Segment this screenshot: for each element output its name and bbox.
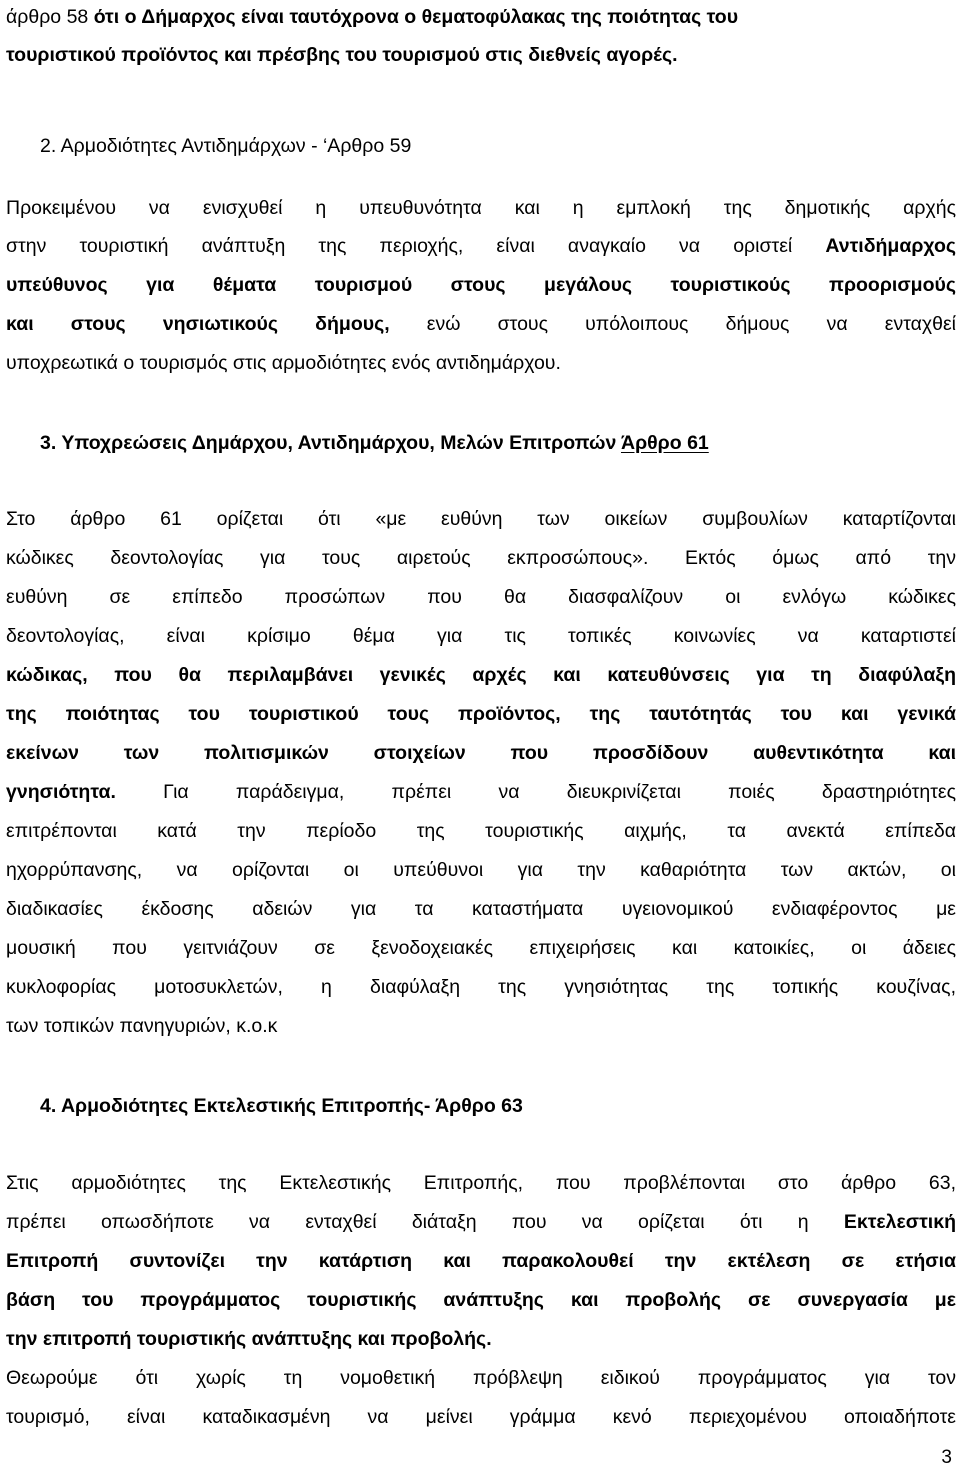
section-3-line-13: κυκλοφορίας μοτοσυκλετών, η διαφύλαξη της γνησιότητας της τοπικής κουζίνας, [6,976,956,998]
intro-line-2 [6,42,956,68]
section-3-heading: 3. Υποχρεώσεις Δημάρχου, Αντιδημάρχου, Μελών Επιτροπών Άρθρο 61 [40,432,709,454]
section-2-heading: 2. Αρμοδιότητες Αντιδημάρχων - ‘Αρθρο 59 [40,135,412,157]
intro-bold-1: ότι ο Δήμαρχος είναι ταυτόχρονα ο θεματοφύλακας της ποιότητας του [93,6,739,28]
section-2-line-5: υποχρεωτικά ο τουρισμός στις αρμοδιότητες ενός αντιδημάρχου. [6,352,561,374]
intro-prefix: άρθρο 58 [6,6,94,28]
section-2-line-3: υπεύθυνος για θέματα τουρισμού στους μεγάλους τουριστικούς προορισμούς [6,274,956,296]
section-3-line-5: κώδικας, που θα περιλαμβάνει γενικές αρχές και κατευθύνσεις για τη διαφύλαξη [6,664,956,686]
intro-line-1 [6,4,956,30]
section-2-line-4: και στους νησιωτικούς δήμους, ενώ στους υπόλοιπους δήμους να ενταχθεί [6,313,956,335]
section-3-line-14: των τοπικών πανηγυριών, κ.ο.κ [6,1015,278,1037]
section-3-line-10: ηχορρύπανσης, να ορίζονται οι υπεύθυνοι για την καθαριότητα των ακτών, οι [6,859,956,881]
section-3-line-1: Στο άρθρο 61 ορίζεται ότι «με ευθύνη των οικείων συμβουλίων καταρτίζονται [6,508,956,530]
section-3-line-7: εκείνων των πολιτισμικών στοιχείων που προσδίδουν αυθεντικότητα και [6,742,956,764]
intro-bold-2: τουριστικού προϊόντος και πρέσβης του τουρισμού στις διεθνείς αγορές. [6,44,678,66]
section-4-line-1: Στις αρμοδιότητες της Εκτελεστικής Επιτροπής, που προβλέπονται στο άρθρο 63, [6,1172,956,1194]
section-4-heading: 4. Αρμοδιότητες Εκτελεστικής Επιτροπής- Άρθρο 63 [40,1095,523,1117]
section-4-line-2: πρέπει οπωσδήποτε να ενταχθεί διάταξη που να ορίζεται ότι η Εκτελεστική [6,1211,956,1233]
section-2-line-1: Προκειμένου να ενισχυθεί η υπευθυνότητα και η εμπλοκή της δημοτικής αρχής [6,197,956,219]
section-3-line-9: επιτρέπονται κατά την περίοδο της τουριστικής αιχμής, τα ανεκτά επίπεδα [6,820,956,842]
section-3-line-4: δεοντολογίας, είναι κρίσιμο θέμα για τις τοπικές κοινωνίες να καταρτιστεί [6,625,956,647]
section-4-line-3: Επιτροπή συντονίζει την κατάρτιση και παρακολουθεί την εκτέλεση σε ετήσια [6,1250,956,1272]
section-3-line-11: διαδικασίες έκδοσης αδειών για τα καταστήματα υγειονομικού ενδιαφέροντος με [6,898,956,920]
section-4-line-4: βάση του προγράμματος τουριστικής ανάπτυξης και προβολής σε συνεργασία με [6,1289,956,1311]
section-4-line-6: Θεωρούμε ότι χωρίς τη νομοθετική πρόβλεψη ειδικού προγράμματος για τον [6,1367,956,1389]
section-3-line-3: ευθύνη σε επίπεδο προσώπων που θα διασφαλίζουν οι ενλόγω κώδικες [6,586,956,608]
section-3-line-12: μουσική που γειτνιάζουν σε ξενοδοχειακές επιχειρήσεις και κατοικίες, οι άδειες [6,937,956,959]
section-3-line-8: γνησιότητα. Για παράδειγμα, πρέπει να διευκρινίζεται ποιές δραστηριότητες [6,781,956,803]
section-3-line-6: της ποιότητας του τουριστικού τους προϊόντος, της ταυτότητάς του και γενικά [6,703,956,725]
section-3-line-2: κώδικες δεοντολογίας για τους αιρετούς εκπροσώπους». Εκτός όμως από την [6,547,956,569]
section-4-line-7: τουρισμό, είναι καταδικασμένη να μείνει γράμμα κενό περιεχομένου οποιαδήποτε [6,1406,956,1428]
section-2-line-2: στην τουριστική ανάπτυξη της περιοχής, είναι αναγκαίο να οριστεί Αντιδήμαρχος [6,235,956,257]
page-number: 3 [941,1447,952,1468]
section-4-line-5: την επιτροπή τουριστικής ανάπτυξης και προβολής. [6,1328,492,1350]
